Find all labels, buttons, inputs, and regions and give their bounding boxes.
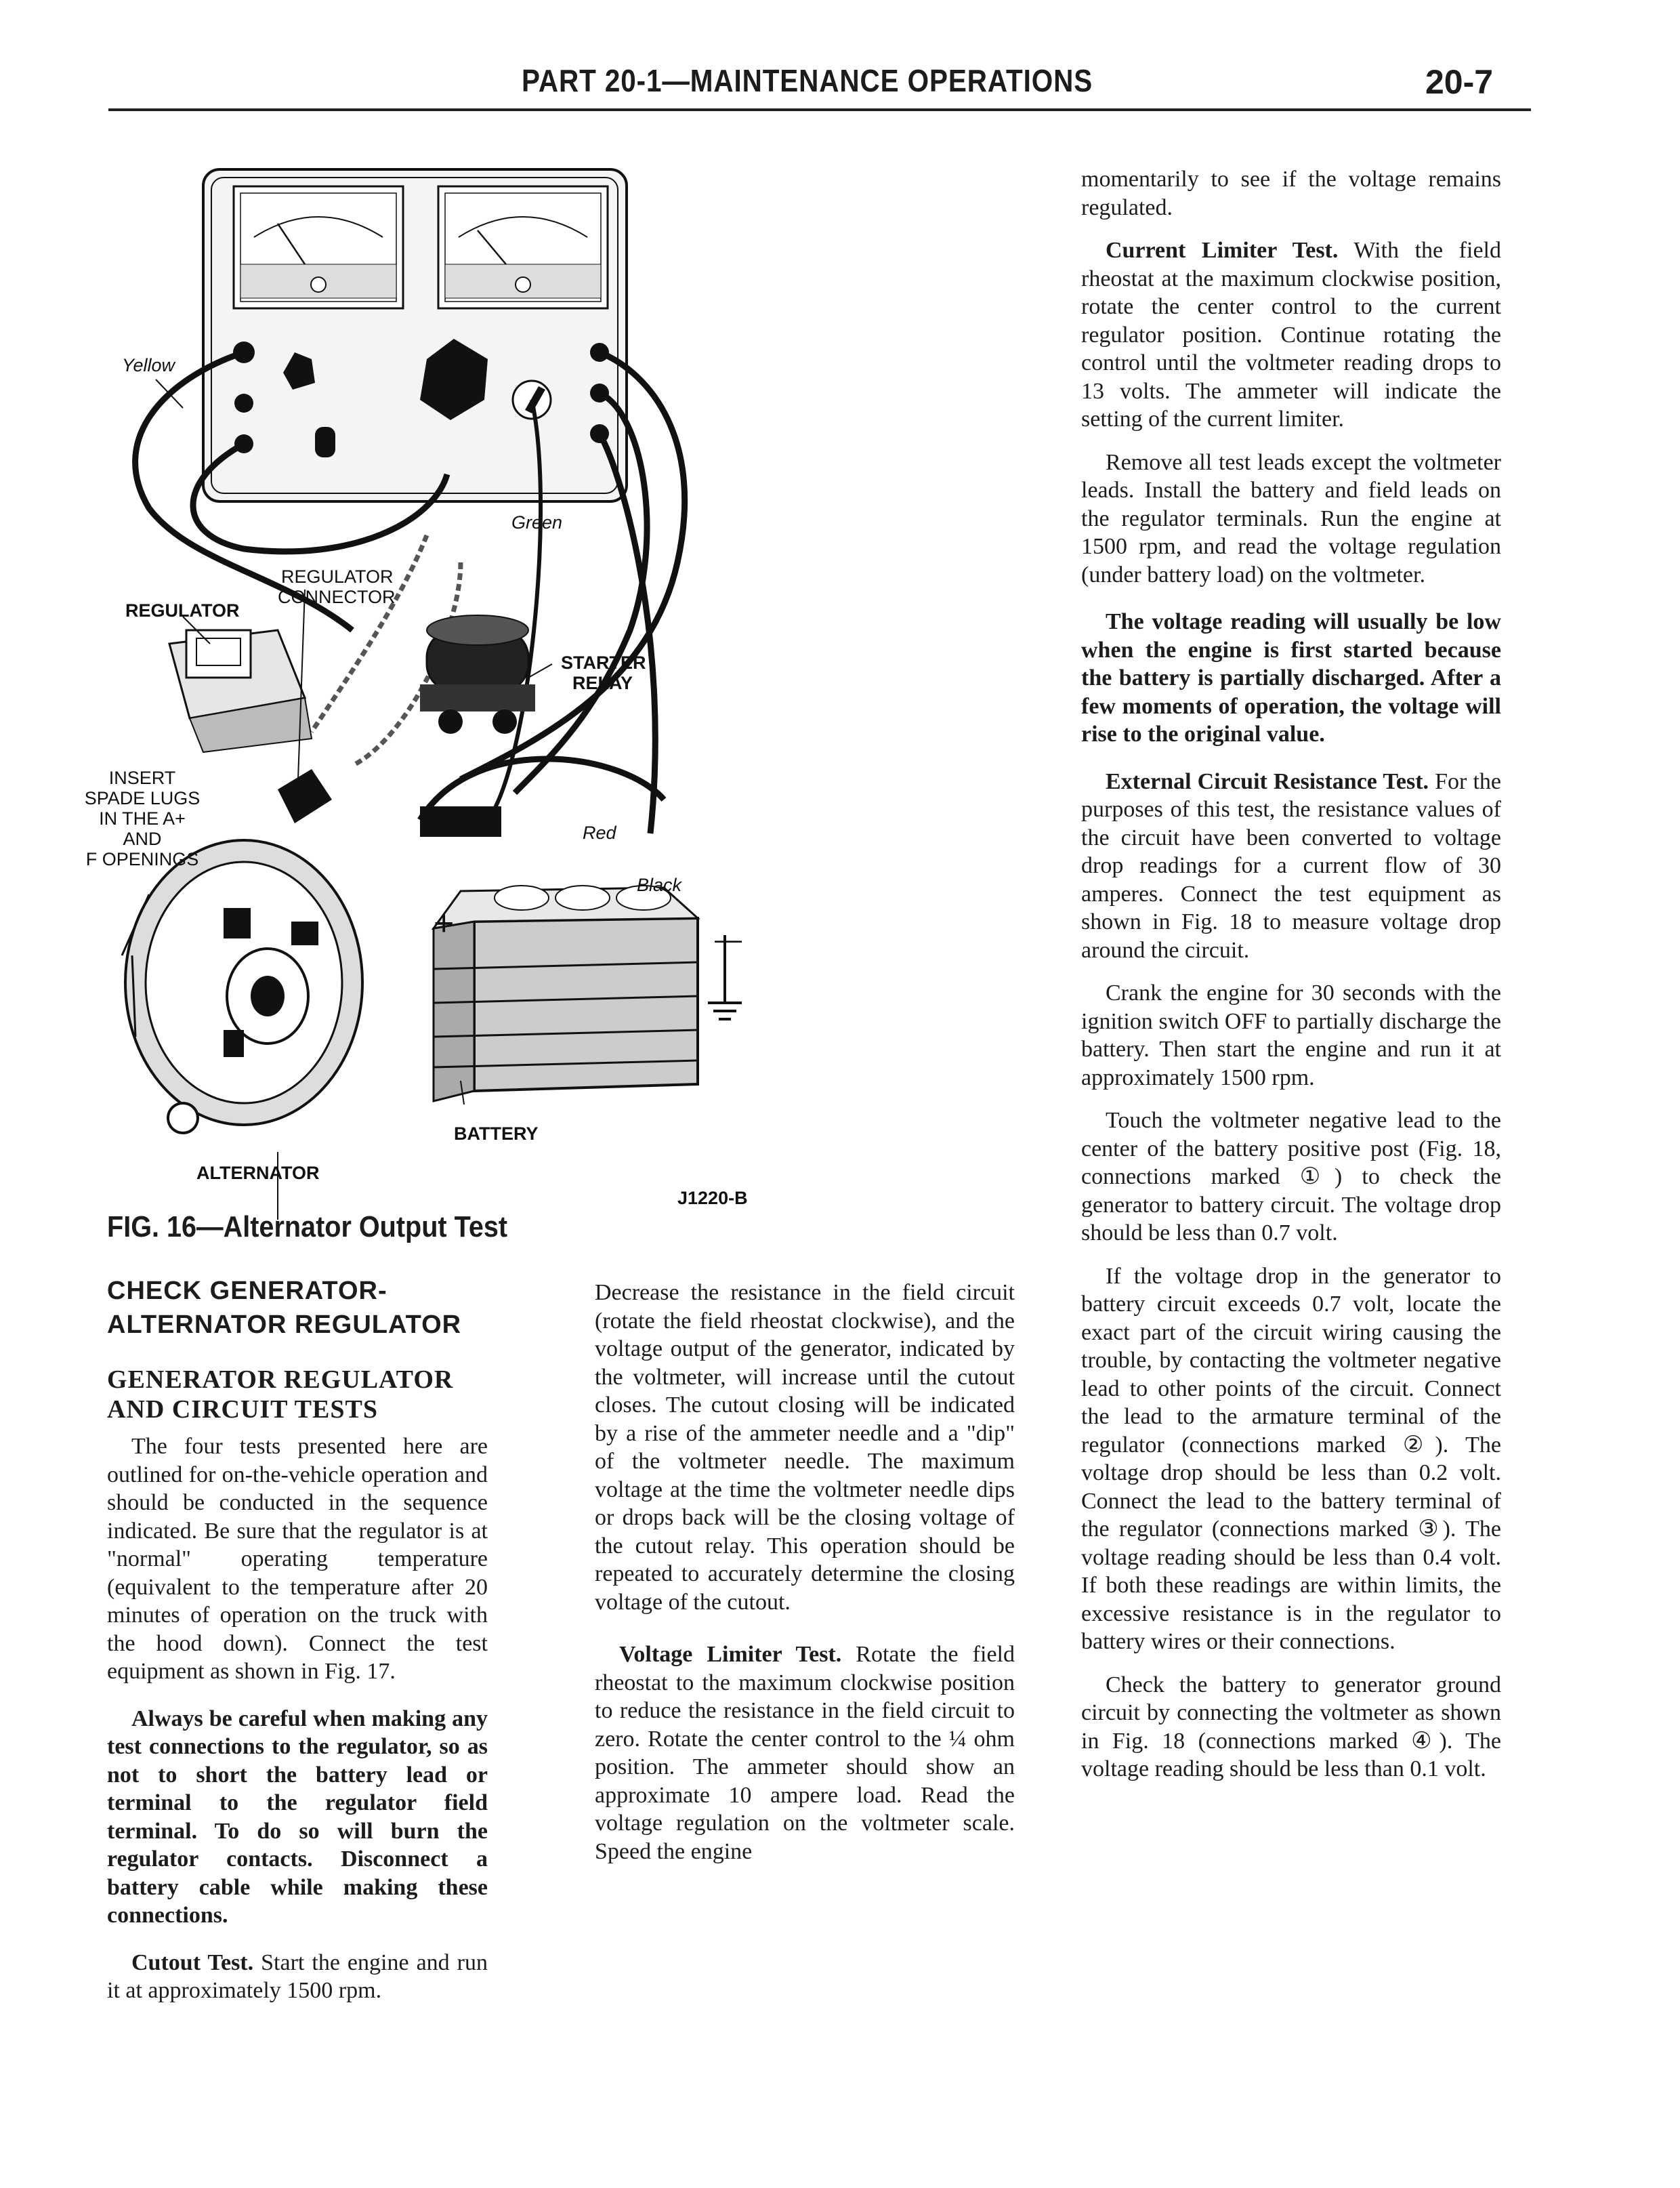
label-battery: BATTERY (454, 1123, 539, 1144)
label-regulator: REGULATOR (125, 600, 240, 621)
text-column-1 (107, 1274, 488, 2020)
battery-terminal-block (420, 806, 501, 837)
figure-code: J1220-B (677, 1188, 748, 1208)
paragraph-current-limiter-test: Current Limiter Test. With the field rheostat at the maximum clockwise position, rotate the center control to the current regulator position. Continue rotating the control until the voltmeter reading drops to 13 volts. The ammeter will indicate the setting of the current limiter. (1081, 238, 1501, 432)
section-heading-check-regulator: CHECK GENERATOR- ALTERNATOR REGULATOR (107, 1277, 462, 1339)
paragraph-voltage-limiter-continued: momentarily to see if the voltage remains regulated. (1081, 167, 1501, 220)
paragraph-touch-voltmeter: Touch the voltmeter negative lead to the center of the battery positive post (Fig. 18, connections marked ①) to check the generator to battery circuit. The voltage drop should be less than 0.7 volt. (1081, 1108, 1501, 1245)
page-header-title: PART 20-1—MAINTENANCE OPERATIONS (522, 63, 1093, 98)
label-plus: + (434, 904, 455, 943)
label-insert-spade-line3: IN THE A+ (99, 808, 186, 829)
battery-unit (434, 886, 698, 1101)
label-insert-spade-line5: F OPENINGS (85, 849, 199, 869)
starter-relay (420, 615, 535, 734)
paragraph-external-circuit-test: External Circuit Resistance Test. For the purposes of this test, the resistance values of the circuit have been converted to voltage drop readings for a current flow of 30 amperes. Connect the test equipment as shown in Fig. 18 to measure voltage drop around the circuit. (1081, 768, 1501, 963)
paragraph-crank-engine: Crank the engine for 30 seconds with the ignition switch OFF to partially discharge the battery. Then start the engine and run it at approximately 1500 rpm. (1081, 981, 1501, 1090)
label-yellow: Yellow (122, 355, 175, 375)
gen-type-switch (315, 427, 335, 457)
label-minus: — (715, 925, 742, 955)
paragraph-cutout-continued: Decrease the resistance in the field circuit (rotate the field rheostat clockwise), and the voltage output of the generator, indicated by the voltmeter, will increase until the cutout closes. The cutout closing will be indicated by a rise of the ammeter needle and a "dip" of the voltmeter needle. The maximum voltage at the time the voltmeter needle dips or drops back will be the closing voltage of the cutout relay. This operation should be repeated to accurately determine the closing voltage of the cutout. (595, 1280, 1015, 1615)
ammeter-gauge (438, 186, 608, 308)
label-insert-spade-line2: SPADE LUGS (84, 788, 201, 808)
paragraph-cutout-test: Cutout Test. Start the engine and run it at approximately 1500 rpm. (107, 1949, 488, 2003)
paragraph-voltage-drop-exceeds: If the voltage drop in the generator to battery circuit exceeds 0.7 volt, locate the exact part of the circuit wiring causing the trouble, by contacting the voltmeter negative lead to other points of the circuit. Connect the lead to the armature terminal of the regulator (connections marked ②). The voltage drop should be less than 0.2 volt. Connect the lead to the battery terminal of the regulator (connections marked ③). The voltage reading should be less than 0.4 volt. If both these readings are within limits, the excessive resistance is in the regulator to battery wires or their connections. (1081, 1263, 1501, 1654)
wiring-harness (312, 535, 427, 732)
paragraph-caution: Always be careful when making any test connections to the regulator, so as not to short the battery lead or terminal to the regulator field terminal. To do so will burn the regulator contacts. Disconnect a battery cable while making these connections. (107, 1706, 488, 1928)
figure-caption: FIG. 16—Alternator Output Test (107, 1210, 508, 1243)
label-red: Red (583, 823, 616, 843)
subsection-heading-circuit-tests: GENERATOR REGULATOR AND CIRCUIT TESTS (107, 1365, 454, 1424)
page-number: 20-7 (1425, 63, 1494, 101)
voltmeter-gauge (234, 186, 403, 308)
paragraph-tests-intro: The four tests presented here are outlined for on-the-vehicle operation and should be conducted in the sequence indicated. Be sure that the regulator is at "normal" operating temperature (equivalent to the temperature after 20 minutes of operation on the truck with the hood down). Connect the test equipment as shown in Fig. 17. (107, 1434, 488, 1684)
label-starter-relay-line2: RELAY (572, 673, 633, 693)
label-regulator-connector-line2: CONNECTOR (278, 587, 396, 607)
label-green: Green (511, 512, 563, 533)
paragraph-voltage-note: The voltage reading will usually be low when the engine is first started because the battery is partially discharged. After a few moments of operation, the voltage will rise to the original value. (1081, 609, 1501, 747)
paragraph-remove-leads: Remove all test leads except the voltmeter leads. Install the battery and field leads on the regulator terminals. Run the engine at 1500 rpm, and read the voltage regulation (under battery load) on the voltmeter. (1081, 449, 1501, 587)
regulator-unit (169, 630, 312, 752)
alternator-output-test-diagram (84, 156, 813, 1213)
paragraph-ground-circuit: Check the battery to generator ground circuit by connecting the voltmeter as shown in Fig. 18 (connections marked ④). The voltage reading should be less than 0.1 volt. (1081, 1672, 1501, 1781)
text-column-2 (595, 1279, 1015, 1880)
text-column-3 (1081, 165, 1501, 1798)
label-alternator: ALTERNATOR (196, 1163, 320, 1183)
label-black: Black (637, 875, 682, 895)
label-regulator-connector-line1: REGULATOR (281, 566, 394, 587)
label-insert-spade-line1: INSERT (108, 768, 176, 788)
alternator-unit (122, 840, 362, 1133)
label-starter-relay-line1: STARTER (561, 653, 646, 673)
regulator-connector (278, 769, 332, 823)
tester-jack-arm (234, 394, 253, 413)
label-insert-spade-line4: AND (123, 829, 162, 849)
paragraph-voltage-limiter-test: Voltage Limiter Test. Rotate the field rheostat to the maximum clockwise position to reduce the resistance in the field circuit to zero. Rotate the center control to the ¼ ohm position. The ammeter should show an approximate 10 ampere load. Read the voltage regulation on the voltmeter scale. Speed the engine (595, 1642, 1015, 1864)
header-rule (108, 108, 1531, 111)
